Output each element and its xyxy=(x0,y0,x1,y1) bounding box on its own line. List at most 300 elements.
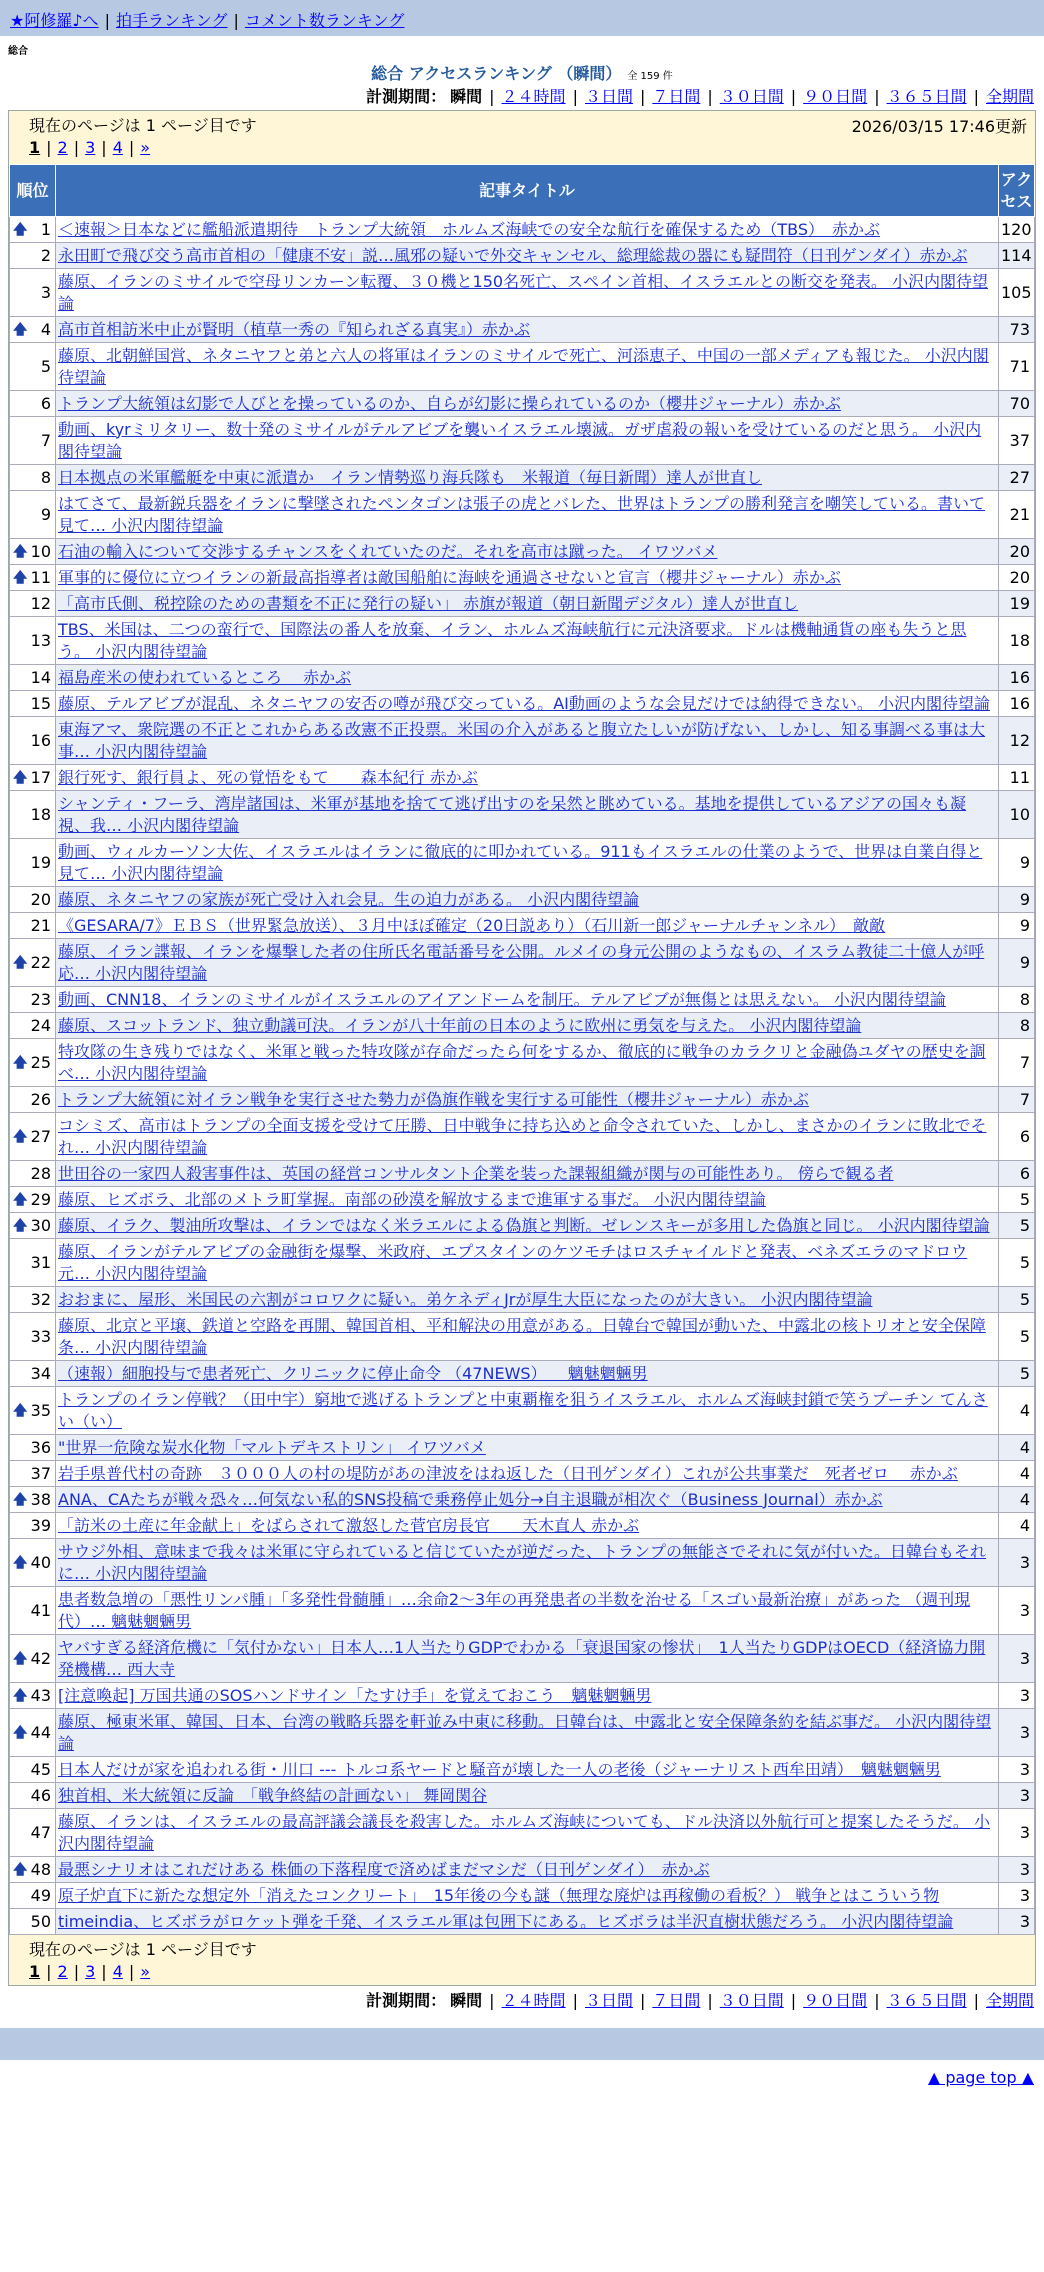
separator: | xyxy=(46,138,52,157)
up-arrow-icon: 🡅 xyxy=(13,1402,28,1419)
access-count: 3 xyxy=(999,1709,1035,1757)
title-cell xyxy=(56,939,999,987)
access-count: 5 xyxy=(999,1287,1035,1313)
table-row xyxy=(10,1387,1035,1435)
title-cell xyxy=(56,1857,999,1883)
up-arrow-icon: 🡅 xyxy=(13,1861,28,1878)
title-cell xyxy=(56,1709,999,1757)
separator: | xyxy=(73,138,80,157)
table-row xyxy=(10,391,1035,417)
up-arrow-icon: 🡅 xyxy=(13,1491,28,1508)
title-cell xyxy=(56,1587,999,1635)
title-cell xyxy=(56,765,999,791)
period-current: 瞬間 xyxy=(450,87,483,106)
rank-cell xyxy=(10,1487,56,1513)
article-link[interactable]: ヤバすぎる経済危機に「気付かない」日本人…1人当たりGDPでわかる「衰退国家の惨状」 1人当たりGDPはOECD（経済協力開発機構… 西大寺 xyxy=(58,1637,986,1679)
rank-cell xyxy=(10,1087,56,1113)
rank-cell xyxy=(10,1039,56,1087)
table-row xyxy=(10,1013,1035,1039)
table-row xyxy=(10,1587,1035,1635)
rank-number: 35 xyxy=(30,1400,51,1420)
rank-number: 7 xyxy=(40,430,51,450)
access-count: 4 xyxy=(999,1435,1035,1461)
pagetop-row xyxy=(0,2060,1044,2090)
rank-cell xyxy=(10,987,56,1013)
rank-number: 47 xyxy=(30,1822,51,1842)
page-link[interactable]: 2 xyxy=(57,138,68,157)
rank-number: 43 xyxy=(30,1685,51,1705)
article-link[interactable]: timeindia、ヒズボラがロケット弾を千発、イスラエル軍は包囲下にある。ヒズボラは半沢直樹状態だろう。 小沢内閣待望論 xyxy=(58,1911,954,1931)
updated-timestamp: 2026/03/15 17:46更新 xyxy=(851,117,1027,136)
access-count: 6 xyxy=(999,1161,1035,1187)
article-link[interactable]: 高市首相訪米中止が賢明（植草一秀の『知られざる真実』）赤かぶ xyxy=(58,319,531,339)
access-count: 5 xyxy=(999,1187,1035,1213)
table-row xyxy=(10,343,1035,391)
table-row xyxy=(10,539,1035,565)
table-row xyxy=(10,1435,1035,1461)
period-label: 計測期間： xyxy=(366,1991,447,2010)
title-cell xyxy=(56,987,999,1013)
period-link[interactable]: ２４時間 xyxy=(501,1991,566,2010)
article-link[interactable]: 日本拠点の米軍艦艇を中東に派遣か イラン情勢巡り海兵隊も 米報道（毎日新聞）達人が世直し xyxy=(58,467,763,487)
article-link[interactable]: 藤原、イラク、製油所攻撃は、イランではなく米ラエルによる偽旗と判断。ゼレンスキーが多用した偽旗と同じ。 小沢内閣待望論 xyxy=(58,1215,990,1235)
title-cell xyxy=(56,391,999,417)
title-cell xyxy=(56,665,999,691)
article-link[interactable]: （速報）細胞投与で患者死亡、クリニックに停止命令 （47NEWS） 魑魅魍魎男 xyxy=(58,1363,648,1383)
article-link[interactable]: 藤原、イランがテルアビブの金融街を爆撃、米政府、エプスタインのケツモチはロスチャイルドと発表、ベネズエラのマドロウ元… 小沢内閣待望論 xyxy=(58,1241,968,1283)
period-link[interactable]: ７日間 xyxy=(652,87,701,106)
table-row xyxy=(10,565,1035,591)
rank-cell xyxy=(10,1883,56,1909)
rank-cell xyxy=(10,417,56,465)
rank-cell xyxy=(10,1013,56,1039)
rank-cell xyxy=(10,1857,56,1883)
title-cell xyxy=(56,343,999,391)
separator: | xyxy=(128,1962,135,1981)
title-cell xyxy=(56,1013,999,1039)
rank-number: 14 xyxy=(30,667,51,687)
article-link[interactable]: 東海アマ、衆院選の不正とこれからある改憲不正投票。米国の介入があると腹立たしいが防げない、しかし、知る事調べる事は大事… 小沢内閣待望論 xyxy=(58,719,986,761)
up-arrow-icon: 🡅 xyxy=(13,769,28,786)
table-row xyxy=(10,765,1035,791)
title-cell xyxy=(56,1387,999,1435)
table-row xyxy=(10,1039,1035,1087)
separator: | xyxy=(128,138,135,157)
access-count: 8 xyxy=(999,987,1035,1013)
up-arrow-icon: 🡅 xyxy=(13,1128,28,1145)
rank-number: 8 xyxy=(40,467,51,487)
title-cell xyxy=(56,839,999,887)
table-row xyxy=(10,1461,1035,1487)
page-link[interactable]: 2 xyxy=(57,1962,68,1981)
page-link[interactable]: 4 xyxy=(112,138,123,157)
access-count: 20 xyxy=(999,539,1035,565)
access-count: 20 xyxy=(999,565,1035,591)
page-title-row xyxy=(0,62,1044,86)
title-cell xyxy=(56,617,999,665)
rank-number: 36 xyxy=(30,1437,51,1457)
rank-number: 28 xyxy=(30,1163,51,1183)
article-link[interactable]: 藤原、ヒズボラ、北部のメトラ町掌握。南部の砂漠を解放するまで進軍する事だ。 小沢内閣待望論 xyxy=(58,1189,766,1209)
title-cell xyxy=(56,1683,999,1709)
access-count: 7 xyxy=(999,1087,1035,1113)
article-link[interactable]: 藤原、ネタニヤフの家族が死亡受け入れ会見。生の迫力がある。 小沢内閣待望論 xyxy=(58,889,640,909)
access-count: 37 xyxy=(999,417,1035,465)
access-count: 4 xyxy=(999,1461,1035,1487)
rank-cell xyxy=(10,791,56,839)
table-row xyxy=(10,1161,1035,1187)
article-link[interactable]: 永田町で飛び交う高市首相の「健康不安」説…風邪の疑いで外交キャンセル、総理総裁の器にも疑問符（日刊ゲンダイ）赤かぶ xyxy=(58,245,968,265)
article-link[interactable]: 銀行死す、銀行員よ、死の覚悟をもて 森本紀行 赤かぶ xyxy=(58,767,478,787)
article-link[interactable]: 藤原、スコットランド、独立動議可決。イランが八十年前の日本のように欧州に勇気を与えた。 小沢内閣待望論 xyxy=(58,1015,862,1035)
table-row xyxy=(10,1757,1035,1783)
period-link[interactable]: ９０日間 xyxy=(803,1991,868,2010)
access-count: 4 xyxy=(999,1487,1035,1513)
separator: | xyxy=(639,1991,646,2010)
rank-number: 48 xyxy=(30,1859,51,1879)
article-link[interactable]: 独首相、米大統領に反論 「戦争終結の計画ない」 舞岡関谷 xyxy=(58,1785,488,1805)
category-label: 総合 xyxy=(8,46,28,57)
table-row xyxy=(10,591,1035,617)
rank-cell xyxy=(10,839,56,887)
up-arrow-icon: 🡅 xyxy=(13,321,28,338)
period-link[interactable]: ３０日間 xyxy=(719,1991,784,2010)
separator: | xyxy=(639,87,646,106)
rank-number: 29 xyxy=(30,1189,51,1209)
title-cell xyxy=(56,1487,999,1513)
rank-cell xyxy=(10,1587,56,1635)
access-count: 4 xyxy=(999,1513,1035,1539)
rank-cell xyxy=(10,465,56,491)
article-link[interactable]: 藤原、北京と平壌、鉄道と空路を再開、韓国首相、平和解決の用意がある。日韓台で韓国が動いた、中露北の核トリオと安全保障条… 小沢内閣待望論 xyxy=(58,1315,986,1357)
article-link[interactable]: 《GESARA/7》ＥＢＳ（世界緊急放送）、３月中ほぼ確定（20日説あり）（石川新一郎ジャーナルチャンネル） 敵敵 xyxy=(58,915,886,935)
title-cell xyxy=(56,1361,999,1387)
table-row xyxy=(10,1187,1035,1213)
article-link[interactable]: 「訪米の土産に年金献上」をばらされて激怒した菅官房長官 天木直人 赤かぶ xyxy=(58,1515,640,1535)
separator: | xyxy=(874,1991,880,2010)
title-cell xyxy=(56,243,999,269)
page-current: 1 xyxy=(29,1962,41,1981)
title-cell xyxy=(56,491,999,539)
rank-number: 30 xyxy=(30,1215,51,1235)
title-cell xyxy=(56,691,999,717)
rank-number: 50 xyxy=(30,1911,51,1931)
table-row xyxy=(10,1487,1035,1513)
article-link[interactable]: トランプのイラン停戦？（田中宇）窮地で逃げるトランプと中東覇権を狙うイスラエル、ホルムズ海峡封鎖で笑うプーチン てんさい（い） xyxy=(58,1389,988,1431)
title-cell xyxy=(56,565,999,591)
article-link[interactable]: 軍事的に優位に立つイランの新最高指導者は敵国船舶に海峡を通過させないと宣言（櫻井ジャーナル）赤かぶ xyxy=(58,567,841,587)
article-link[interactable]: 動画、kyrミリタリー、数十発のミサイルがテルアビブを襲いイスラエル壊滅。ガザ虐殺の報いを受けているのだと思う。 小沢内閣待望論 xyxy=(58,419,982,461)
title-cell xyxy=(56,1039,999,1087)
title-cell xyxy=(56,539,999,565)
up-arrow-icon: 🡅 xyxy=(13,1724,28,1741)
table-row xyxy=(10,887,1035,913)
rank-number: 2 xyxy=(40,245,51,265)
rank-number: 4 xyxy=(40,319,51,339)
article-link[interactable]: コシミズ、高市はトランプの全面支援を受けて圧勝、日中戦争に持ち込めと命令されていた、しかし、まさかのイランに敗北でそれ… 小沢内閣待望論 xyxy=(58,1115,987,1157)
access-count: 6 xyxy=(999,1113,1035,1161)
rank-cell xyxy=(10,539,56,565)
title-cell xyxy=(56,1187,999,1213)
access-count: 73 xyxy=(999,317,1035,343)
separator: | xyxy=(707,87,713,106)
table-row xyxy=(10,617,1035,665)
table-row xyxy=(10,491,1035,539)
rank-cell xyxy=(10,1239,56,1287)
page-link[interactable]: 4 xyxy=(112,1962,123,1981)
rank-number: 22 xyxy=(30,952,51,972)
table-row xyxy=(10,1513,1035,1539)
rank-cell xyxy=(10,243,56,269)
rank-number: 37 xyxy=(30,1463,51,1483)
separator: | xyxy=(46,1962,52,1981)
article-link[interactable]: 福島産米の使われているところ 赤かぶ xyxy=(58,667,352,687)
rank-number: 3 xyxy=(40,282,51,302)
rank-cell xyxy=(10,591,56,617)
title-cell xyxy=(56,1435,999,1461)
title-cell xyxy=(56,465,999,491)
rank-cell xyxy=(10,1461,56,1487)
article-link[interactable]: "世界一危険な炭水化物「マルトデキストリン」 イワツバメ xyxy=(58,1437,486,1457)
table-row xyxy=(10,217,1035,243)
access-count: 120 xyxy=(999,217,1035,243)
period-link[interactable]: ７日間 xyxy=(652,1991,701,2010)
article-link[interactable]: トランプ大統領は幻影で人びとを操っているのか、自らが幻影に操られているのか（櫻井ジャーナル）赤かぶ xyxy=(58,393,841,413)
table-row xyxy=(10,1809,1035,1857)
rank-number: 21 xyxy=(30,915,51,935)
separator: | xyxy=(101,1962,107,1981)
ranking-table xyxy=(9,164,1035,1935)
rank-cell xyxy=(10,939,56,987)
period-link[interactable]: ３日間 xyxy=(584,87,633,106)
separator: | xyxy=(973,87,979,106)
title-cell xyxy=(56,1809,999,1857)
table-row xyxy=(10,1683,1035,1709)
table-row xyxy=(10,1113,1035,1161)
table-row xyxy=(10,1883,1035,1909)
rank-number: 5 xyxy=(40,356,51,376)
access-count: 27 xyxy=(999,465,1035,491)
rank-number: 31 xyxy=(30,1252,51,1272)
home-link[interactable]: ★阿修羅♪へ xyxy=(10,11,99,30)
access-count: 5 xyxy=(999,1313,1035,1361)
rank-number: 39 xyxy=(30,1515,51,1535)
page-title: 総合 アクセスランキング （瞬間） xyxy=(371,64,622,83)
rank-number: 24 xyxy=(30,1015,51,1035)
table-row xyxy=(10,791,1035,839)
access-count: 18 xyxy=(999,617,1035,665)
rank-cell xyxy=(10,887,56,913)
period-link[interactable]: 全期間 xyxy=(985,87,1034,106)
table-row xyxy=(10,665,1035,691)
article-link[interactable]: トランプ大統領に対イラン戦争を実行させた勢力が偽旗作戦を実行する可能性（櫻井ジャーナル）赤かぶ xyxy=(58,1089,809,1109)
article-link[interactable]: 動画、CNN18、イランのミサイルがイスラエルのアイアンドームを制圧。テルアビブが無傷とは思えない。 小沢内閣待望論 xyxy=(58,989,946,1009)
rank-cell xyxy=(10,1161,56,1187)
rank-cell xyxy=(10,491,56,539)
rank-cell xyxy=(10,1635,56,1683)
up-arrow-icon: 🡅 xyxy=(13,954,28,971)
article-link[interactable]: 藤原、北朝鮮国営、ネタニヤフと弟と六人の将軍はイランのミサイルで死亡、河添恵子、中国の一部メディアも報じた。 小沢内閣待望論 xyxy=(58,345,989,387)
title-cell xyxy=(56,717,999,765)
access-count: 114 xyxy=(999,243,1035,269)
article-link[interactable]: おおまに、屋形、米国民の六割がコロワクに疑い。弟ケネディJrが厚生大臣になったのが大きい。 小沢内閣待望論 xyxy=(58,1289,873,1309)
table-row xyxy=(10,1539,1035,1587)
title-cell xyxy=(56,1539,999,1587)
page-current: 1 xyxy=(29,138,41,157)
article-link[interactable]: 「高市氏側、税控除のための書類を不正に発行の疑い」 赤旗が報道（朝日新聞デジタル）達人が世直し xyxy=(58,593,799,613)
article-link[interactable]: 動画、ウィルカーソン大佐、イスラエルはイランに徹底的に叩かれている。911もイスラエルの仕業のようで、世界は自業自得と見て… 小沢内閣待望論 xyxy=(58,841,983,883)
rank-cell xyxy=(10,1539,56,1587)
table-row xyxy=(10,717,1035,765)
title-cell xyxy=(56,217,999,243)
article-link[interactable]: 藤原、極東米軍、韓国、日本、台湾の戦略兵器を軒並み中東に移動。日韓台は、中露北と安全保障条約を結ぶ事だ。 小沢内閣待望論 xyxy=(58,1711,992,1753)
rank-cell xyxy=(10,913,56,939)
rank-number: 12 xyxy=(30,593,51,613)
clap-ranking-link[interactable]: 拍手ランキング xyxy=(115,11,228,30)
article-link[interactable]: [注意喚起] 万国共通のSOSハンドサイン「たすけ手」を覚えておこう 魑魅魍魎男 xyxy=(58,1685,652,1705)
period-link[interactable]: ９０日間 xyxy=(803,87,868,106)
up-arrow-icon: 🡅 xyxy=(13,221,28,238)
access-count: 19 xyxy=(999,591,1035,617)
article-link[interactable]: ANA、CAたちが戦々恐々…何気ない私的SNS投稿で乗務停止処分→自主退職が相次ぐ（Business Journal）赤かぶ xyxy=(58,1489,883,1509)
rank-cell xyxy=(10,1287,56,1313)
period-link[interactable]: ３日間 xyxy=(584,1991,633,2010)
article-link[interactable]: 藤原、テルアビブが混乱、ネタニヤフの安否の噂が飛び交っている。AI動画のような会見だけでは納得できない。 小沢内閣待望論 xyxy=(58,693,990,713)
rank-number: 20 xyxy=(30,889,51,909)
up-arrow-icon: 🡅 xyxy=(13,543,28,560)
up-arrow-icon: 🡅 xyxy=(13,1217,28,1234)
rank-cell xyxy=(10,1783,56,1809)
current-page-text: 現在のページは 1 ページ目です xyxy=(29,116,257,135)
top-nav xyxy=(0,0,1044,36)
rank-cell xyxy=(10,317,56,343)
bottom-bar xyxy=(0,2028,1044,2060)
rank-number: 33 xyxy=(30,1326,51,1346)
article-link[interactable]: ＜速報＞日本などに艦船派遣期待 トランプ大統領 ホルムズ海峡での安全な航行を確保するため（TBS） 赤かぶ xyxy=(58,219,880,239)
access-count: 3 xyxy=(999,1683,1035,1709)
rank-cell xyxy=(10,1313,56,1361)
article-link[interactable]: 世田谷の一家四人殺害事件は、英国の経営コンサルタント企業を装った課報組織が関与の可能性あり。 傍らで観る者 xyxy=(58,1163,894,1183)
article-link[interactable]: 最悪シナリオはこれだけある 株価の下落程度で済めばまだマシだ（日刊ゲンダイ） 赤かぶ xyxy=(58,1859,710,1879)
title-cell xyxy=(56,317,999,343)
rank-number: 9 xyxy=(40,504,51,524)
article-link[interactable]: 藤原、イランは、イスラエルの最高評議会議長を殺害した。ホルムズ海峡についても、ドル決済以外航行可と提案したそうだ。 小沢内閣待望論 xyxy=(58,1811,990,1853)
article-link[interactable]: 岩手県普代村の奇跡 ３０００人の村の堤防があの津波をはね返した（日刊ゲンダイ）これが公共事業だ 死者ゼロ 赤かぶ xyxy=(58,1463,958,1483)
title-cell xyxy=(56,1113,999,1161)
rank-number: 40 xyxy=(30,1552,51,1572)
separator: | xyxy=(973,1991,979,2010)
page-link[interactable]: 3 xyxy=(85,1962,96,1981)
separator: | xyxy=(572,1991,578,2010)
period-current: 瞬間 xyxy=(450,1991,483,2010)
period-link[interactable]: ３０日間 xyxy=(719,87,784,106)
access-count: 9 xyxy=(999,887,1035,913)
table-row xyxy=(10,1635,1035,1683)
total-count: 全 159 件 xyxy=(627,71,673,82)
rank-cell xyxy=(10,1435,56,1461)
title-cell xyxy=(56,913,999,939)
rank-number: 13 xyxy=(30,630,51,650)
rank-number: 27 xyxy=(30,1126,51,1146)
separator: | xyxy=(101,138,107,157)
period-label: 計測期間： xyxy=(366,87,447,106)
rank-cell xyxy=(10,717,56,765)
rank-number: 25 xyxy=(30,1052,51,1072)
access-count: 5 xyxy=(999,1239,1035,1287)
page-top-link[interactable]: ▲ page top ▲ xyxy=(927,2068,1034,2087)
article-link[interactable]: 特攻隊の生き残りではなく、米軍と戦った特攻隊が存命だったら何をするか、徹底的に戦争のカラクリと金融偽ユダヤの歴史を調べ… 小沢内閣待望論 xyxy=(58,1041,986,1083)
access-count: 3 xyxy=(999,1539,1035,1587)
access-count: 10 xyxy=(999,791,1035,839)
article-link[interactable]: 患者数急増の「悪性リンパ腫」「多発性骨髄腫」…余命2～3年の再発患者の半数を治せる「スゴい最新治療」があった （週刊現代）… 魑魅魍魎男 xyxy=(58,1589,971,1631)
rank-number: 15 xyxy=(30,693,51,713)
access-count: 3 xyxy=(999,1883,1035,1909)
article-link[interactable]: 藤原、イラン諜報、イランを爆撃した者の住所氏名電話番号を公開。ルメイの身元公開のようなもの、イスラム教徒二十億人が呼応… 小沢内閣待望論 xyxy=(58,941,985,983)
separator: | xyxy=(233,11,239,30)
article-link[interactable]: シャンティ・フーラ、湾岸諸国は、米軍が基地を捨てて逃げ出すのを呆然と眺めている。基地を提供しているアジアの国々も凝視、我… 小沢内閣待望論 xyxy=(58,793,967,835)
access-count: 3 xyxy=(999,1909,1035,1935)
article-link[interactable]: 原子炉直下に新たな想定外「消えたコンクリート」 15年後の今も謎（無理な廃炉は再稼働の看板？） 戦争とはこういう物 xyxy=(58,1885,940,1905)
title-cell xyxy=(56,1513,999,1539)
up-arrow-icon: 🡅 xyxy=(13,569,28,586)
current-page-text: 現在のページは 1 ページ目です xyxy=(29,1940,257,1959)
access-count: 3 xyxy=(999,1783,1035,1809)
page-link[interactable]: » xyxy=(140,1962,151,1981)
access-count: 3 xyxy=(999,1587,1035,1635)
separator: | xyxy=(489,87,495,106)
table-row xyxy=(10,939,1035,987)
rank-number: 45 xyxy=(30,1759,51,1779)
rank-header: 順位 xyxy=(10,165,56,217)
title-cell xyxy=(56,417,999,465)
rank-number: 38 xyxy=(30,1489,51,1509)
period-link[interactable]: ３６５日間 xyxy=(886,87,967,106)
separator: | xyxy=(707,1991,713,2010)
page-link[interactable]: 3 xyxy=(85,138,96,157)
table-row xyxy=(10,1287,1035,1313)
table-row xyxy=(10,465,1035,491)
access-count: 105 xyxy=(999,269,1035,317)
page-links xyxy=(29,138,1027,157)
rank-cell xyxy=(10,1809,56,1857)
period-link[interactable]: ３６５日間 xyxy=(886,1991,967,2010)
article-link[interactable]: TBS、米国は、二つの蛮行で、国際法の番人を放棄、イラン、ホルムズ海峡航行に元決済要求。ドルは機軸通貨の座も失うと思う。 小沢内閣待望論 xyxy=(58,619,967,661)
title-cell xyxy=(56,1239,999,1287)
period-selector-top xyxy=(0,86,1044,108)
article-link[interactable]: はてさて、最新鋭兵器をイランに撃墜されたペンタゴンは張子の虎とバレた、世界はトランプの勝利発言を嘲笑している。書いて見て… 小沢内閣待望論 xyxy=(58,493,986,535)
title-cell xyxy=(56,269,999,317)
rank-number: 46 xyxy=(30,1785,51,1805)
access-count: 3 xyxy=(999,1757,1035,1783)
access-count: 11 xyxy=(999,765,1035,791)
rank-number: 6 xyxy=(40,393,51,413)
rank-cell xyxy=(10,1757,56,1783)
article-link[interactable]: サウジ外相、意味まで我々は米軍に守られていると信じていたが逆だった、トランプの無能さでそれに気が付いた。日韓台もそれに… 小沢内閣待望論 xyxy=(58,1541,987,1583)
article-link[interactable]: 日本人だけが家を追われる街・川口 --- トルコ系ヤードと騒音が壊した一人の老後（ジャーナリスト西牟田靖） 魑魅魍魎男 xyxy=(58,1759,941,1779)
period-link[interactable]: ２４時間 xyxy=(501,87,566,106)
table-row xyxy=(10,1313,1035,1361)
table-row xyxy=(10,1361,1035,1387)
article-link[interactable]: 石油の輸入について交渉するチャンスをくれていたのだ。それを高市は蹴った。 イワツバメ xyxy=(58,541,718,561)
title-cell xyxy=(56,1313,999,1361)
article-link[interactable]: 藤原、イランのミサイルで空母リンカーン転覆、３０機と150名死亡、スペイン首相、イスラエルとの断交を発表。 小沢内閣待望論 xyxy=(58,271,989,313)
ranking-container xyxy=(8,110,1036,1986)
table-row xyxy=(10,317,1035,343)
page-link[interactable]: » xyxy=(140,138,151,157)
period-link[interactable]: 全期間 xyxy=(985,1991,1034,2010)
title-cell xyxy=(56,591,999,617)
comment-ranking-link[interactable]: コメント数ランキング xyxy=(244,11,405,30)
